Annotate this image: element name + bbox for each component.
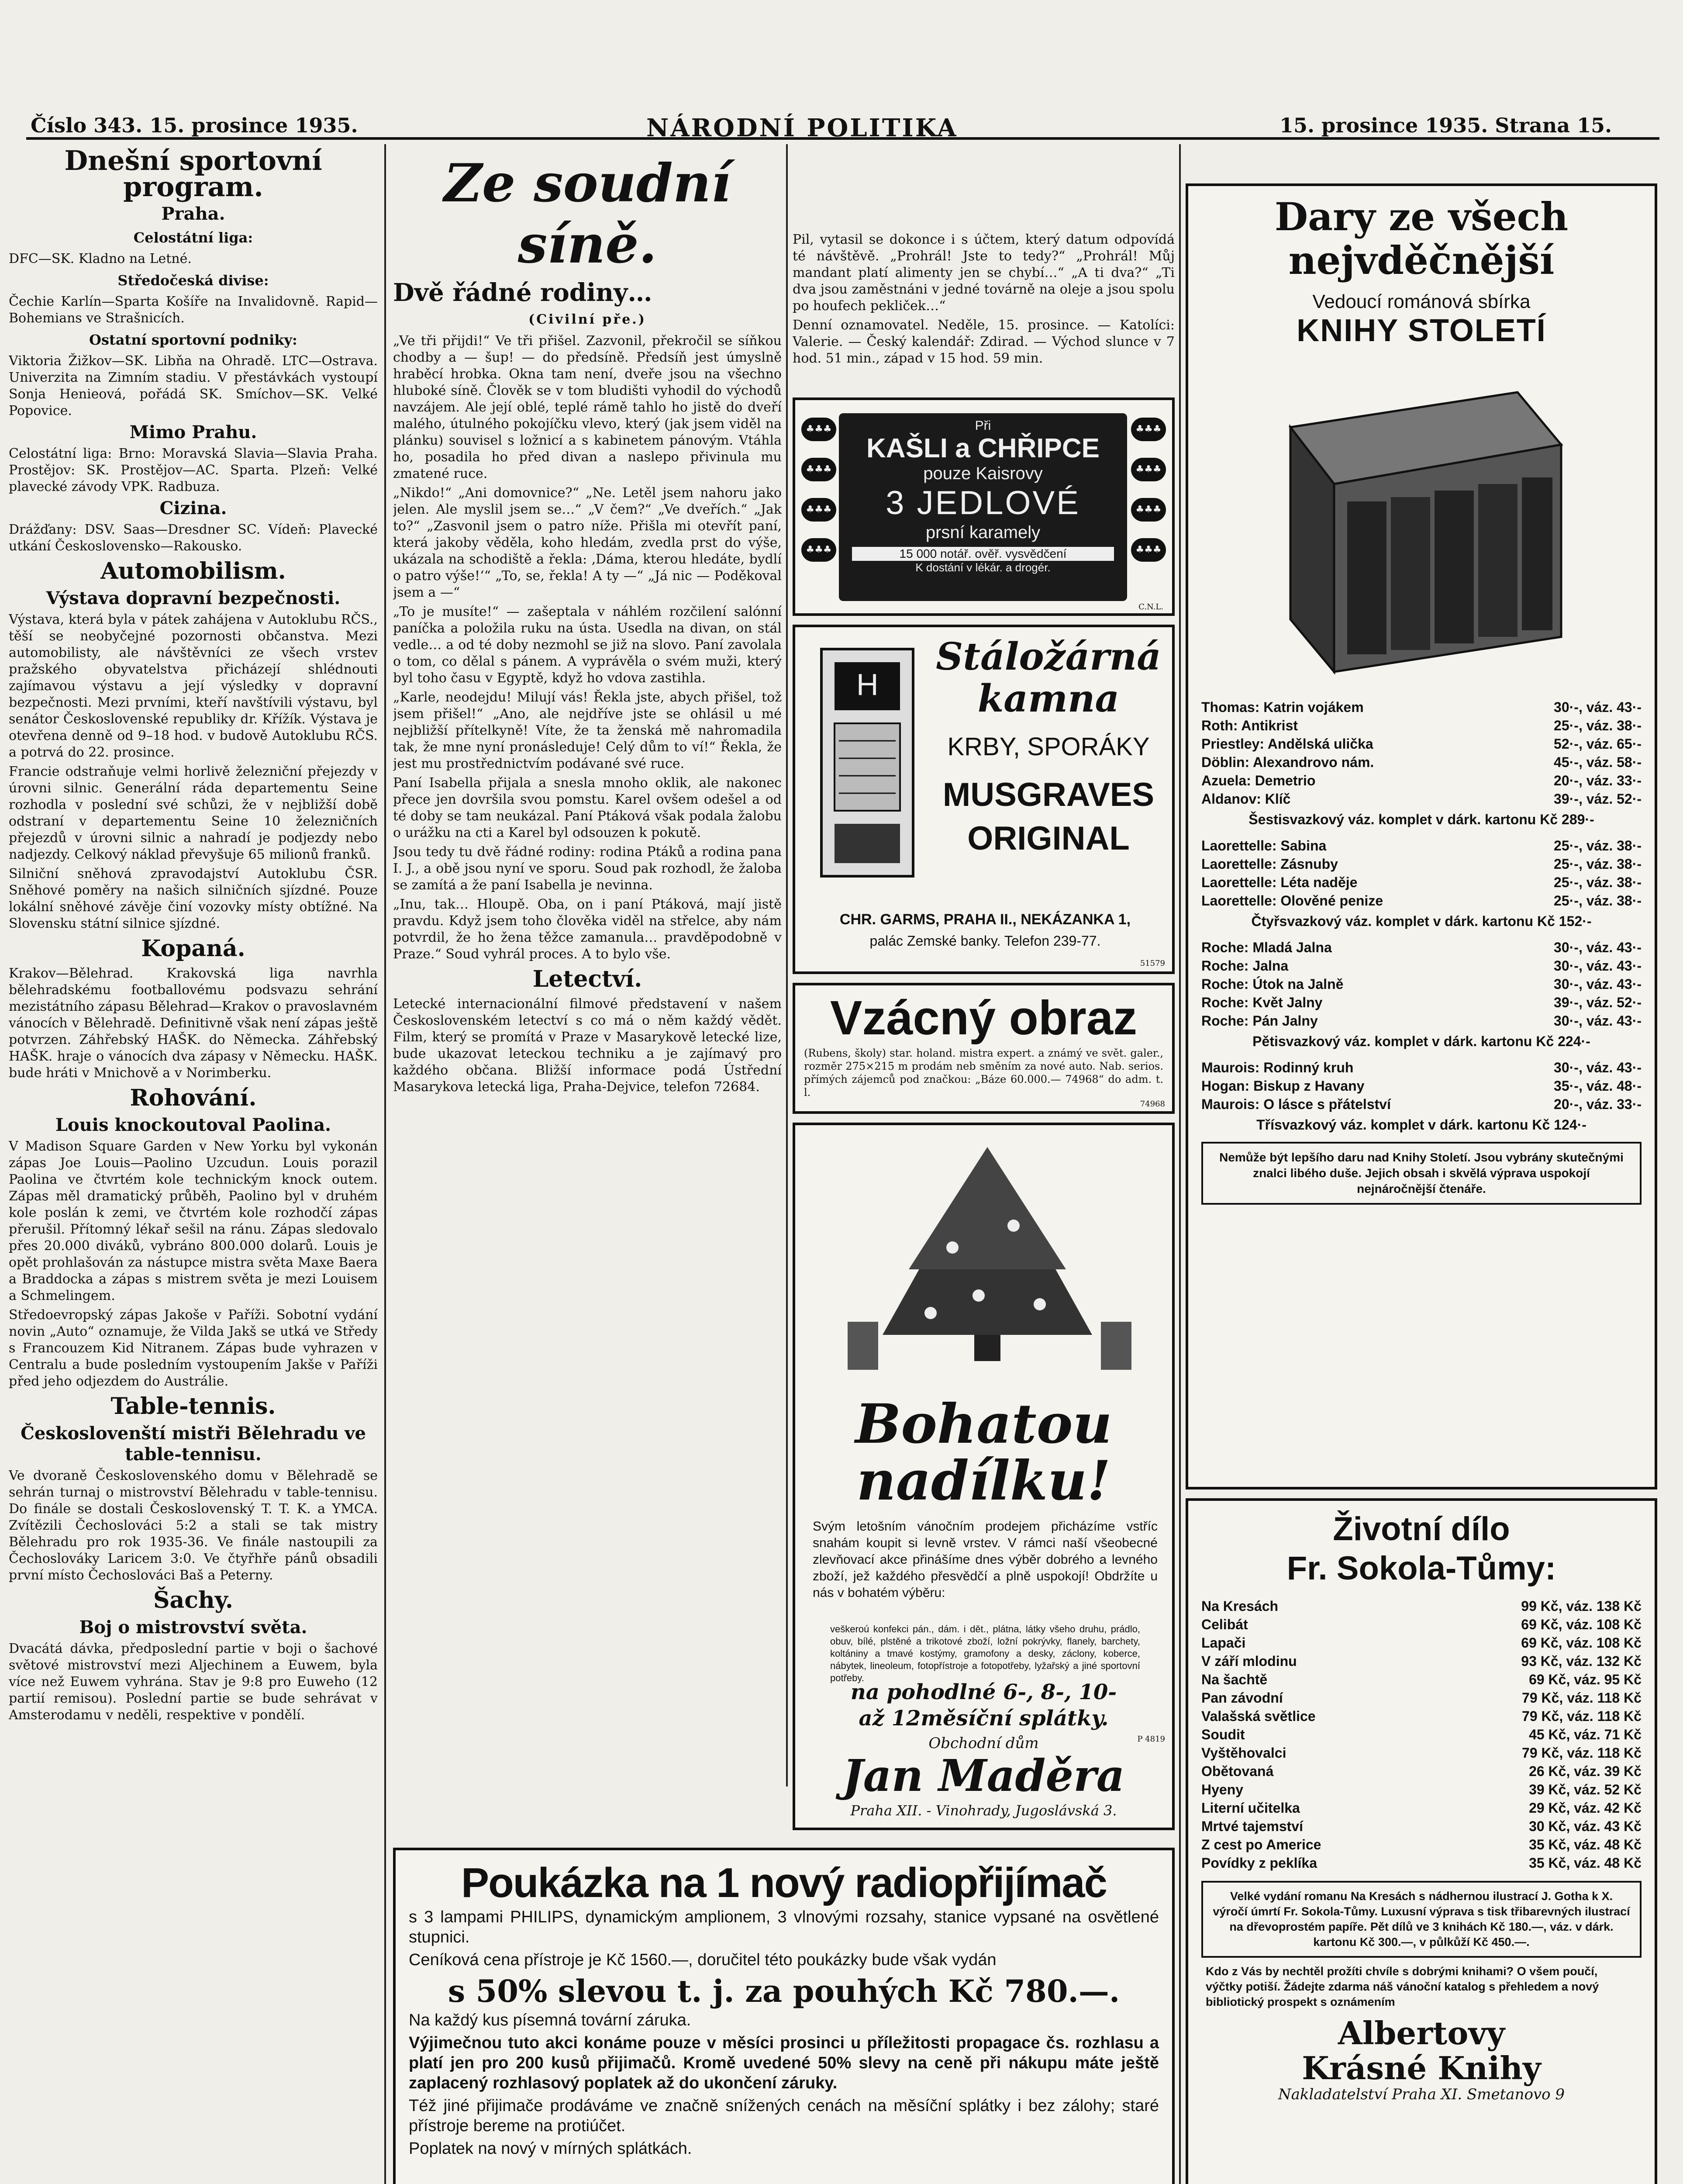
- masthead: [26, 109, 1659, 140]
- book-price: 45·-, váz. 58·-: [1554, 754, 1642, 770]
- newspaper-title: NÁRODNÍ POLITIKA: [646, 114, 958, 142]
- ad-brand: ORIGINAL: [967, 820, 1130, 857]
- madera-ad: [793, 1123, 1175, 1830]
- article-text: „Nikdo!“ „Ani domovnice?“ „Ne. Letěl jsem nahoru jako jelen. Ale myslil jsem se…“ „V čem?“ „Ve dveřích.“ „Jak to?“ „Zasvonil jsem o patro níže. Přišla mi otevřít paní, která jakoby věděla, koho hledám, zvedla prst do výše, ukázala na schodiště a řekla: ‚Dáma, kterou hledáte, bydlí o patro výše!‘“ „To, se, řekla! A ty —“ „Já nic — Poděkoval jsem a —“: [393, 485, 782, 600]
- section-subheading: Praha.: [161, 204, 225, 224]
- section-heading: Table-tennis.: [110, 1393, 276, 1420]
- book-title: Literní učitelka: [1201, 1800, 1300, 1816]
- article-text: Dvacátá dávka, předposlední partie v boji o šachové světové mistrovství mezi Aljechinem a Euwem, byla více než Euwem vyhrána. Stav je 9:8 pro Euweho (12 partií remisou). Poslední partie se bude sehrávat v Amsterodamu v neděli, respektive v pondělí.: [9, 1641, 378, 1723]
- book-price: 20·-, váz. 33·-: [1554, 1096, 1642, 1112]
- book-title: Roche: Pán Jalny: [1201, 1013, 1318, 1029]
- ad-text: 15 000 notář. ověř. vysvědčení: [852, 547, 1114, 561]
- ad-brand: MUSGRAVES: [942, 776, 1155, 813]
- section-heading: Automobilism.: [100, 558, 286, 584]
- tree-logo-icon: ♣♣♣: [1131, 498, 1166, 522]
- book-title: Laorettelle: Léta naděje: [1201, 874, 1358, 890]
- ad-text: pouze Kaisrovy: [923, 464, 1043, 483]
- christmas-tree-illustration: [821, 1138, 1153, 1383]
- logo-column-right: [1131, 418, 1166, 562]
- ad-address: CHR. GARMS, PRAHA II., NEKÁZANKA 1,: [839, 911, 1131, 928]
- book-price: 39·-, váz. 52·-: [1554, 995, 1642, 1010]
- ad-address: palác Zemské banky. Telefon 239-77.: [869, 933, 1101, 949]
- ad-terms: na pohodlné 6-, 8-, 10-: [850, 1680, 1117, 1704]
- book-price: 93 Kč, váz. 132 Kč: [1521, 1653, 1642, 1669]
- book-title: Lapači: [1201, 1635, 1246, 1651]
- book-price: 25·-, váz. 38·-: [1554, 893, 1642, 909]
- ad-text: K dostání v lékár. a drogér.: [915, 561, 1051, 574]
- tree-logo-icon: ♣♣♣: [1131, 538, 1166, 562]
- article-text: Čechie Karlín—Sparta Košíře na Invalidovně. Rapid—Bohemians ve Strašnicích.: [9, 294, 378, 326]
- section-heading: Rohování.: [130, 1085, 257, 1111]
- ad-headline: nadílku!: [856, 1449, 1111, 1513]
- stove-ad: [793, 625, 1175, 974]
- book-title: Maurois: O lásce s přátelství: [1201, 1096, 1391, 1112]
- ad-text: Vedoucí románová sbírka: [1312, 291, 1531, 312]
- tree-logo-icon: ♣♣♣: [1131, 418, 1166, 441]
- book-title: Döblin: Alexandrovo nám.: [1201, 754, 1374, 770]
- section-subheading: (Civilní pře.): [528, 312, 646, 327]
- ad-headline: Fr. Sokola-Tůmy:: [1286, 1550, 1556, 1587]
- sports-column: [9, 144, 378, 2184]
- court-heading: Ze soudní síně.: [444, 152, 731, 275]
- ad-headline: Dary ze všech: [1274, 194, 1569, 239]
- set-offer: Šestisvazkový váz. komplet v dárk. kartonu Kč 289·-: [1248, 812, 1594, 827]
- book-title: Valašská světlice: [1201, 1708, 1316, 1724]
- cough-ad-panel: [839, 413, 1127, 601]
- section-heading: Šachy.: [153, 1587, 234, 1614]
- ad-note: Velké vydání romanu Na Kresách s nádhernou ilustrací J. Gotha k X. výročí úmrtí Fr. Sokola-Tůmy. Luxusní výprava s tisk třibarevných ilustrací na dřevoprostém papíře. Pět dílů ve 3 knihách Kč 180.—, váz. v dárk. kartonu Kč 300.—, v půlkůží Kč 450.—.: [1201, 1881, 1642, 1958]
- book-price: 30·-, váz. 43·-: [1554, 940, 1642, 955]
- book-list-2: [1201, 836, 1642, 910]
- ad-headline: Poukázka na 1 nový radiopřijímač: [461, 1859, 1107, 1906]
- book-price: 69 Kč, váz. 95 Kč: [1529, 1672, 1642, 1687]
- ad-code: C.N.L.: [1138, 602, 1163, 612]
- tree-logo-icon: ♣♣♣: [801, 538, 836, 562]
- ad-address: Praha XII. - Vinohrady, Jugoslávská 3.: [850, 1802, 1117, 1819]
- book-price: 25·-, váz. 38·-: [1554, 838, 1642, 854]
- issue-info: Číslo 343. 15. prosince 1935.: [31, 114, 358, 137]
- book-price: 25·-, váz. 38·-: [1554, 856, 1642, 872]
- ad-text: s 3 lampami PHILIPS, dynamickým amplionem, 3 vlnovými rozsahy, stanice vypsané na osvětlené stupnici.: [409, 1908, 1159, 1946]
- ad-headline: nejvděčnější: [1288, 238, 1555, 283]
- court-column: [393, 144, 782, 1787]
- book-price: 25·-, váz. 38·-: [1554, 874, 1642, 890]
- article-text: Silniční sněhová zpravodajství Autoklubu ČSR. Sněhové poměry na našich silničních sjízdné. Pouze lokální sněhové závěje činí vozovky místy obtížné. Na Slovensku státní silnice sjízdné.: [9, 866, 378, 931]
- ad-text: (Rubens, školy) star. holand. mistra expert. a známý ve svět. galer., rozměr 275×215 m prodám neb směním za nové auto. Nab. serios. přímých zájemců pod značkou: „Báze 60.000.— 74968“ do adm. t. l.: [804, 1047, 1163, 1099]
- ad-code: 51579: [1140, 959, 1165, 968]
- ad-text: Též jiné přijimače prodáváme ve značně snížených cenách na měsíční splátky i bez zálohy; staré přístroje bereme na protiúčet.: [409, 2097, 1159, 2135]
- book-title: Obětovaná: [1201, 1763, 1274, 1779]
- book-price: 79 Kč, váz. 118 Kč: [1522, 1690, 1642, 1706]
- ad-headline: Životní dílo: [1333, 1510, 1510, 1548]
- article-text: „Ve tři přijdi!“ Ve tři přišel. Zazvonil, překročil se síňkou chodby a — šup! — do předsíně. Předsíň jest úmyslně hraběcí hrobka. Okna tam není, dveře jsou na všechno hluboké síně. Člověk se v tom bludišti vyhodil do východů navzájem. Ale její oblé, teplé rámě tahlo ho jistě do dveří malého, útulného pokojíčku vlevo, který (jak jsem viděl na plánku) souvisel s ložnicí a s kabinetem pánovým. Vtáhla ho, posadila ho před divan a naslepo přivinula mu zmatené ruce.: [393, 333, 782, 481]
- book-list-4: [1201, 1058, 1642, 1113]
- logo-column-left: [801, 418, 836, 562]
- tree-logo-icon: ♣♣♣: [1131, 458, 1166, 481]
- sports-heading: Dnešní sportovní program.: [64, 145, 322, 203]
- book-title: Na Kresách: [1201, 1598, 1279, 1614]
- book-list-3: [1201, 938, 1642, 1030]
- book-price: 35·-, váz. 48·-: [1554, 1078, 1642, 1094]
- ad-text: Obchodní dům: [928, 1735, 1039, 1752]
- book-title: Vyštěhovalci: [1201, 1745, 1286, 1761]
- ad-text: Ceníková cena přístroje je Kč 1560.—, doručitel této poukázky bude však vydán: [409, 1951, 997, 1969]
- book-price: 35 Kč, váz. 48 Kč: [1529, 1855, 1642, 1871]
- book-title: Laorettelle: Olověné penize: [1201, 893, 1383, 909]
- book-title: Laorettelle: Zásnuby: [1201, 856, 1338, 872]
- book-title: Thomas: Katrin vojákem: [1201, 699, 1364, 715]
- ad-terms: až 12měsíční splátky.: [859, 1706, 1109, 1731]
- article-text: Drážďany: DSV. Saas—Dresdner SC. Vídeň: Plavecké utkání Československo—Rakousko.: [9, 522, 378, 554]
- set-offer: Čtyřsvazkový váz. komplet v dárk. kartonu Kč 152·-: [1251, 913, 1592, 929]
- book-price: 29 Kč, váz. 42 Kč: [1529, 1800, 1642, 1816]
- section-subheading: Cizina.: [159, 498, 227, 518]
- article-text: „Karle, neodejdu! Milují vás! Řekla jste, abych přišel, tož jsem přišel!“ „Ano, ale nejdříve jste se ohlásil u mé nejbližší přítelkyně! Víte, že ta ženská mě nahromadila tak, že mne nyní pronásleduje! Celý dům to ví!“ Řekla, že jest mu prostřednictvím podávané své ruce.: [393, 690, 782, 771]
- book-price: 45 Kč, váz. 71 Kč: [1529, 1727, 1642, 1742]
- book-title: Hyeny: [1201, 1782, 1244, 1797]
- book-title: Roche: Útok na Jalně: [1201, 976, 1344, 992]
- section-subheading: Boj o mistrovství světa.: [79, 1617, 307, 1638]
- books-ad: [1186, 183, 1657, 1489]
- ad-headline: 3 JEDLOVÉ: [886, 484, 1080, 522]
- publisher-name: Albertovy: [1338, 2015, 1505, 2052]
- ad-code: P 4819: [1137, 1735, 1165, 1744]
- page-info: 15. prosince 1935. Strana 15.: [1279, 114, 1612, 137]
- ad-text: Výjimečnou tuto akci konáme pouze v měsíci prosinci u příležitosti propagace čs. rozhlasu a platí jen pro 200 kusů přijimačů. Kromě uvedené 50% slevy na ceně při nákupu máte ještě zaplacený rozhlasový poplatek až do ukončení záruky.: [409, 2034, 1159, 2092]
- tree-logo-icon: ♣♣♣: [801, 458, 836, 481]
- publisher-address: Nakladatelství Praha XI. Smetanovo 9: [1278, 2086, 1565, 2103]
- book-title: Hogan: Biskup z Havany: [1201, 1078, 1365, 1094]
- ad-headline: KAŠLI a CHŘIPCE: [866, 433, 1100, 463]
- bookcase-illustration: [1255, 357, 1587, 689]
- section-heading: Letectví.: [532, 966, 642, 992]
- book-price: 52·-, váz. 65·-: [1554, 736, 1642, 752]
- book-title: Soudit: [1201, 1727, 1245, 1742]
- article-text: Paní Isabella přijala a snesla mnoho oklik, ale nakonec přece jen dovršila svou pomstu. Karel ovšem odešel a od té doby se tam neukázal. Paní Ptáková však podala žalobu o urážku na cti a Karel byl odsouzen k pokutě.: [393, 775, 782, 840]
- article-text: Středoevropský zápas Jakoše v Paříži. Sobotní vydání novin „Auto“ oznamuje, že Vilda Jakš se utká ve Středy s Francouzem Kid Nitranem. Zápas bude vyhrazen v Centralu a bude posledním vystoupením Jakše v Paříži před jeho odjezdem do Austrálie.: [9, 1307, 378, 1389]
- tree-logo-icon: ♣♣♣: [801, 418, 836, 441]
- section-heading: Kopaná.: [141, 935, 245, 962]
- book-title: Azuela: Demetrio: [1201, 773, 1316, 788]
- book-title: Pan závodní: [1201, 1690, 1283, 1706]
- set-offer: Pětisvazkový váz. komplet v dárk. kartonu Kč 224·-: [1252, 1033, 1590, 1049]
- book-price: 39·-, váz. 52·-: [1554, 791, 1642, 807]
- book-price: 69 Kč, váz. 108 Kč: [1521, 1635, 1642, 1651]
- section-subheading: Výstava dopravní bezpečnosti.: [46, 588, 341, 608]
- section-subheading: Celostátní liga:: [133, 229, 253, 246]
- ad-headline: Bohatou: [855, 1393, 1112, 1456]
- section-subheading: Mimo Prahu.: [129, 422, 257, 442]
- ad-headline: Vzácný obraz: [830, 991, 1138, 1045]
- article-text: Pil, vytasil se dokonce i s účtem, který datum odpovídá té návštěvě. „Prohrál! Jste to tedy?“ „Prohrál! Můj mandant platí alimenty jen se chybí…“ „A ti dva?“ „Ti dva jsou zaměstnáni v jedné továrně na oleje a jsou spolu po houfech pekliček…“: [793, 232, 1175, 314]
- calendar-text: Denní oznamovatel. Neděle, 15. prosince. — Katolíci: Valerie. — Český kalendář: Zdirad. — Východ slunce v 7 hod. 51 min., západ v 15 hod. 59 min.: [793, 318, 1175, 366]
- publisher-name: Krásné Knihy: [1302, 2049, 1541, 2087]
- book-title: Povídky z peklíka: [1201, 1855, 1317, 1871]
- article-text: V Madison Square Garden v New Yorku byl vykonán zápas Joe Louis—Paolino Uzcudun. Louis porazil Paolina ve čtvrtém kole technickým knock outem. Zápas měl dramatický průběh, Paolino byl v druhém kole poslán k zemi, ve čtvrtém kole rozhodčí zápas přerušil. Přítomný lékař sešil na ránu. Zápas sledovalo přes 20.000 diváků, vybráno 800.000 dolarů. Louis je opět prohlašován za nástupce mistra světa Maxe Baera a Braddocka a zápas s mistrem světa je mezi Louisem a Schmelingem.: [9, 1139, 378, 1303]
- ad-brand: KNIHY STOLETÍ: [1297, 313, 1546, 348]
- tree-logo-icon: ♣♣♣: [801, 498, 836, 522]
- article-text: „To je musíte!“ — zašeptala v náhlém rozčilení salónní paníčka a položila ruku na ústa. Usedla na divan, on stál vedle… a od té doby nezmohl se již na slovo. Paní zavolala o tom, co dělal s pánem. A vyprávěla o svém muži, který byl toho času v Egyptě, když ho vdova zastihla.: [393, 604, 782, 686]
- ad-headline: Stáložárná kamna: [936, 635, 1161, 721]
- column-divider: [1179, 144, 1181, 2184]
- article-text: Letecké internacionální filmové představení v našem Československém letectví s co má o něm každý vědět. Film, který se promítá v Praze v Masarykově letecké lize, bude ukazovat leteckou techniku a je zajímavý pro každého občana. Bližší informace podá Ústřední Masarykova letecká liga, Praha-Dejvice, telefon 72684.: [393, 996, 782, 1095]
- book-title: Roche: Jalna: [1201, 958, 1289, 974]
- book-price: 99 Kč, váz. 138 Kč: [1521, 1598, 1642, 1614]
- sokol-ad: [1186, 1498, 1657, 2184]
- book-price: 35 Kč, váz. 48 Kč: [1529, 1837, 1642, 1852]
- sokol-book-list: [1201, 1597, 1642, 1872]
- article-text: Francie odstraňuje velmi horlivě železniční přejezdy v úrovni silnic. Generální ráda departementu Seine rozhodla v poslední své schůzi, že v nejbližší době odstraní v departementu Seine 10 železničních přejezdů v úrovni silnic a nahradí je podjezdy nebo nadjezdy. Celkový náklad převyšuje 65 milionů franků.: [9, 764, 378, 862]
- article-text: Výstava, která byla v pátek zahájena v Autoklubu RČS., těší se neobyčejné pozornosti občanstva. Mezi automobilisty, ale návštěvníci ze všech vrstev pražského obyvatelstva přicházejí shlédnouti zajímavou výstavu a její výsledky v dopravní bezpečnosti. Mezi prvními, kteří navštívili výstavu, byl senátor Československé republiky dr. Křížík. Výstava je otevřena denně od 9–18 hod. v budově Autoklubu RČS. a potrvá do 22. prosince.: [9, 612, 378, 760]
- painting-ad: [793, 983, 1175, 1114]
- section-subheading: Českoslovenští mistři Bělehradu ve table-tennisu.: [21, 1423, 366, 1465]
- book-title: Priestley: Andělská ulička: [1201, 736, 1373, 752]
- radio-ad: [393, 1848, 1175, 2184]
- book-title: Roth: Antikrist: [1201, 718, 1298, 733]
- book-title: Laorettelle: Sabina: [1201, 838, 1327, 854]
- article-text: Krakov—Bělehrad. Krakovská liga navrhla bělehradskému footballovému podsvazu sehrání mezistátního zápasu Bělehrad—Krakov o pravoslavném vánocích v Bělehradě. Definitivně však není zápas ještě potvrzen. Záhřebský HAŠK. do Německa. Záhřebský HAŠK. hraje o vánocích dva zápasy v Německu. HAŠK. bude hráti v Mnichově a v Norimberku.: [9, 966, 378, 1081]
- ad-brand: Jan Maděra: [842, 1750, 1125, 1801]
- ad-text: KRBY, SPORÁKY: [947, 733, 1150, 761]
- book-price: 30·-, váz. 43·-: [1554, 958, 1642, 974]
- court-subheading: Dvě řádné rodiny…: [393, 278, 652, 307]
- ad-text: Poplatek na nový v mírných splátkách.: [409, 2139, 692, 2158]
- section-subheading: Ostatní sportovní podniky:: [89, 332, 297, 348]
- book-price: 25·-, váz. 38·-: [1554, 718, 1642, 733]
- book-price: 20·-, váz. 33·-: [1554, 773, 1642, 788]
- book-title: Na šachtě: [1201, 1672, 1268, 1687]
- book-price: 30 Kč, váz. 43 Kč: [1529, 1818, 1642, 1834]
- article-text: DFC—SK. Kladno na Letné.: [9, 251, 192, 266]
- ad-text: Kdo z Vás by nechtěl prožíti chvíle s dobrými knihami? O všem poučí, výčtky potiší. Žádejte zdarma náš vánoční katalog s přehledem a nový bibliotický prospekt s oznámením: [1206, 1965, 1599, 2008]
- ad-text: Svým letošním vánočním prodejem přicházíme vstříc snahám koupit si levně vrstev. V rámci naší všeobecné zlevňovací akce přinášíme dnes výběr dobrého a levného zboží, jež každého přesvědčí a plně uspokojí! Obdržíte u nás v bohatém výběru:: [813, 1519, 1158, 1600]
- book-title: Roche: Mladá Jalna: [1201, 940, 1332, 955]
- book-list-1: [1201, 698, 1642, 808]
- stove-illustration: [813, 645, 922, 889]
- svg-text:H: H: [856, 667, 879, 702]
- ad-offer: s 50% slevou t. j. za pouhých Kč 780.—.: [448, 1973, 1120, 2009]
- book-title: Maurois: Rodinný kruh: [1201, 1060, 1354, 1075]
- ad-text: Při: [975, 418, 991, 433]
- ad-text: prsní karamely: [925, 523, 1041, 542]
- article-text: Viktoria Žižkov—SK. Libňa na Ohradě. LTC—Ostrava. Univerzita na Zimním stadiu. V přestávkách vystoupí Sonja Henieová, pořádá SK. Smíchov—SK. Velké Popovice.: [9, 353, 378, 418]
- book-title: Aldanov: Klíč: [1201, 791, 1291, 807]
- column-divider: [786, 144, 788, 1787]
- ad-text: Na každý kus písemná tovární záruka.: [409, 2011, 691, 2029]
- book-price: 79 Kč, váz. 118 Kč: [1522, 1708, 1642, 1724]
- book-price: 30·-, váz. 43·-: [1554, 976, 1642, 992]
- column3-text: [793, 232, 1175, 389]
- article-text: Celostátní liga: Brno: Moravská Slavia—Slavia Praha. Prostějov: SK. Prostějov—AC. Sparta. Plzeň: Velké plavecké závody VPK. Radbuza.: [9, 446, 378, 494]
- book-title: Z cest po Americe: [1201, 1837, 1321, 1852]
- section-subheading: Středočeská divise:: [117, 272, 269, 289]
- book-title: V září mlodinu: [1201, 1653, 1297, 1669]
- book-price: 30·-, váz. 43·-: [1554, 1013, 1642, 1029]
- book-price: 39 Kč, váz. 52 Kč: [1529, 1782, 1642, 1797]
- article-text: Ve dvoraně Československého domu v Bělehradě se sehrán turnaj o mistrovství Bělehradu v table-tennisu. Do finále se dostali Československý T. T. K. a YMCA. Zvítězili Čechoslováci 5:2 a stali se tak mistry Bělehradu pro rok 1935-36. Ve finále nastoupili za Čechoslováky Laricem 3:0. Ve čtyřhře pánů obsadili první místo Čechoslováci Baš a Peterny.: [9, 1468, 378, 1583]
- set-offer: Třísvazkový váz. komplet v dárk. kartonu Kč 124·-: [1256, 1117, 1586, 1133]
- book-price: 26 Kč, váz. 39 Kč: [1529, 1763, 1642, 1779]
- ad-note: Nemůže být lepšího daru nad Knihy Století. Jsou vybrány skutečnými znalci libého duše. Jejich obsah i skvělá výprava uspokojí nejnáročnější čtenáře.: [1201, 1142, 1642, 1205]
- book-price: 30·-, váz. 43·-: [1554, 699, 1642, 715]
- section-subheading: Louis knockoutoval Paolina.: [55, 1115, 331, 1135]
- ad-code: 74968: [1140, 1099, 1165, 1109]
- book-price: 79 Kč, váz. 118 Kč: [1522, 1745, 1642, 1761]
- book-price: 69 Kč, váz. 108 Kč: [1521, 1617, 1642, 1632]
- article-text: „Inu, tak… Hloupě. Oba, on i paní Ptáková, mají jistě pravdu. Když jsem toho člověka viděl na střelce, aby nám potvrdil, že ho žena těžce zamanula… pravděpodobně v Praze.“ Soud vyhrál proces. A to bylo vše.: [393, 897, 782, 962]
- book-title: Roche: Květ Jalny: [1201, 995, 1323, 1010]
- book-title: Mrtvé tajemství: [1201, 1818, 1303, 1834]
- book-title: Celibát: [1201, 1617, 1248, 1632]
- article-text: Jsou tedy tu dvě řádné rodiny: rodina Ptáků a rodina pana I. J., a obě jsou nyní ve sporu. Soud pak rozhodl, že žaloba se zamítá a že paní Isabella je nevinna.: [393, 844, 782, 893]
- cough-ad: [793, 397, 1175, 616]
- ad-text: veškeroú konfekci pán., dám. i dět., plátna, látky všeho druhu, prádlo, obuv, bílé, plstěné a trikotové zboží, ložní pokrývky, flanely, barchety, koltániny a tmavé kostýmy, gramofony a desky, záclony, koberce, nábytek, lineoleum, fotopřístroje a fotopotřeby, lyžařský a jiné sportovní potřeby.: [830, 1624, 1140, 1683]
- book-price: 30·-, váz. 43·-: [1554, 1060, 1642, 1075]
- column-divider: [384, 144, 386, 2184]
